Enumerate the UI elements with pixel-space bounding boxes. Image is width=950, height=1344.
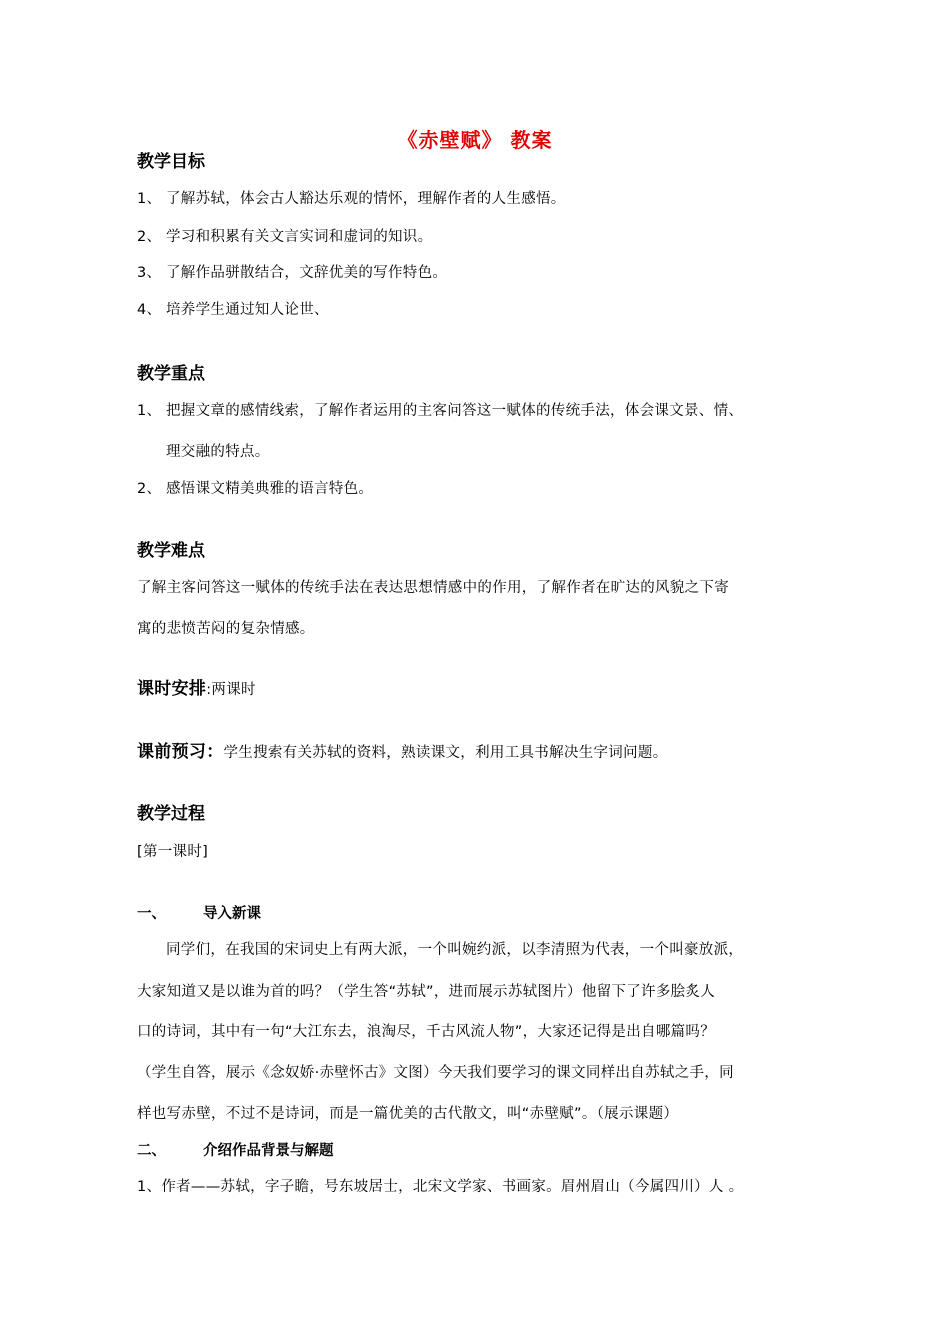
key-point-item-1-continued: 理交融的特点。 — [166, 444, 270, 460]
intro-paragraph-line-4: （学生自答，展示《念奴娇·赤壁怀古》文图）今天我们要学习的课文同样出自苏轼之手，同 — [137, 1065, 734, 1081]
intro-paragraph-line-5: 样也写赤壁，不过不是诗词，而是一篇优美的古代散文，叫“赤壁赋”。（展示课题） — [137, 1106, 679, 1122]
key-points-heading: 教学重点 — [137, 364, 205, 384]
difficulties-text-line-2: 寓的悲愤苦闷的复杂情感。 — [137, 621, 315, 637]
author-info-line: 1、作者——苏轼，字子瞻，号东坡居士，北宋文学家、书画家。眉州眉山（今属四川）人 。 — [137, 1179, 744, 1195]
difficulties-heading: 教学难点 — [137, 541, 205, 561]
objective-item-4 — [137, 300, 329, 320]
key-point-item-1 — [137, 401, 743, 421]
key-point-text: 把握文章的感情线索，了解作者运用的主客问答这一赋体的传统手法，体会课文景、情、 — [166, 403, 744, 419]
objective-text: 培养学生通过知人论世、 — [166, 302, 329, 318]
objective-num: 3、 — [137, 265, 162, 281]
section-1-heading — [137, 904, 261, 924]
intro-paragraph-line-1: 同学们，在我国的宋词史上有两大派，一个叫婉约派，以李清照为代表，一个叫豪放派， — [166, 942, 744, 958]
intro-paragraph-line-3: 口的诗词，其中有一句“大江东去，浪淘尽，千古风流人物”，大家还记得是出自哪篇吗？ — [137, 1024, 716, 1040]
schedule-label: 课时安排 — [137, 679, 207, 699]
key-point-text: 感悟课文精美典雅的语言特色。 — [166, 481, 374, 497]
difficulties-text-line-1: 了解主客问答这一赋体的传统手法在表达思想情感中的作用，了解作者在旷达的风貌之下寄 — [137, 580, 729, 596]
preview-line — [137, 742, 668, 763]
objective-text: 学习和积累有关文言实词和虚词的知识。 — [166, 229, 433, 245]
schedule-value: 两课时 — [211, 682, 256, 698]
section-2-title: 介绍作品背景与解题 — [203, 1143, 334, 1159]
objective-item-3 — [137, 263, 447, 283]
objective-num: 2、 — [137, 229, 162, 245]
objective-item-1 — [137, 189, 566, 209]
process-heading: 教学过程 — [137, 804, 205, 824]
objective-text: 了解苏轼，体会古人豁达乐观的情怀，理解作者的人生感悟。 — [166, 191, 566, 207]
section-2-heading — [137, 1141, 334, 1161]
section-2-num: 二、 — [137, 1143, 166, 1159]
key-point-num: 1、 — [137, 403, 162, 419]
section-1-title: 导入新课 — [203, 906, 261, 922]
preview-label: 课前预习： — [137, 742, 224, 762]
document-title: 《赤壁赋》 教案 — [397, 128, 553, 152]
section-1-num: 一、 — [137, 906, 166, 922]
objective-item-2 — [137, 227, 432, 247]
intro-paragraph-line-2: 大家知道又是以谁为首的吗？（学生答“苏轼”，进而展示苏轼图片）他留下了许多脍炙人 — [137, 984, 716, 1000]
objectives-heading: 教学目标 — [137, 152, 205, 172]
objective-num: 4、 — [137, 302, 162, 318]
schedule-line — [137, 679, 256, 700]
key-point-item-2 — [137, 479, 373, 499]
preview-value: 学生搜索有关苏轼的资料，熟读课文，利用工具书解决生字词问题。 — [223, 745, 668, 761]
objective-num: 1、 — [137, 191, 162, 207]
schedule-colon: : — [206, 682, 212, 698]
objective-text: 了解作品骈散结合，文辞优美的写作特色。 — [166, 265, 448, 281]
key-point-num: 2、 — [137, 481, 162, 497]
period-label: [第一课时] — [137, 844, 209, 860]
